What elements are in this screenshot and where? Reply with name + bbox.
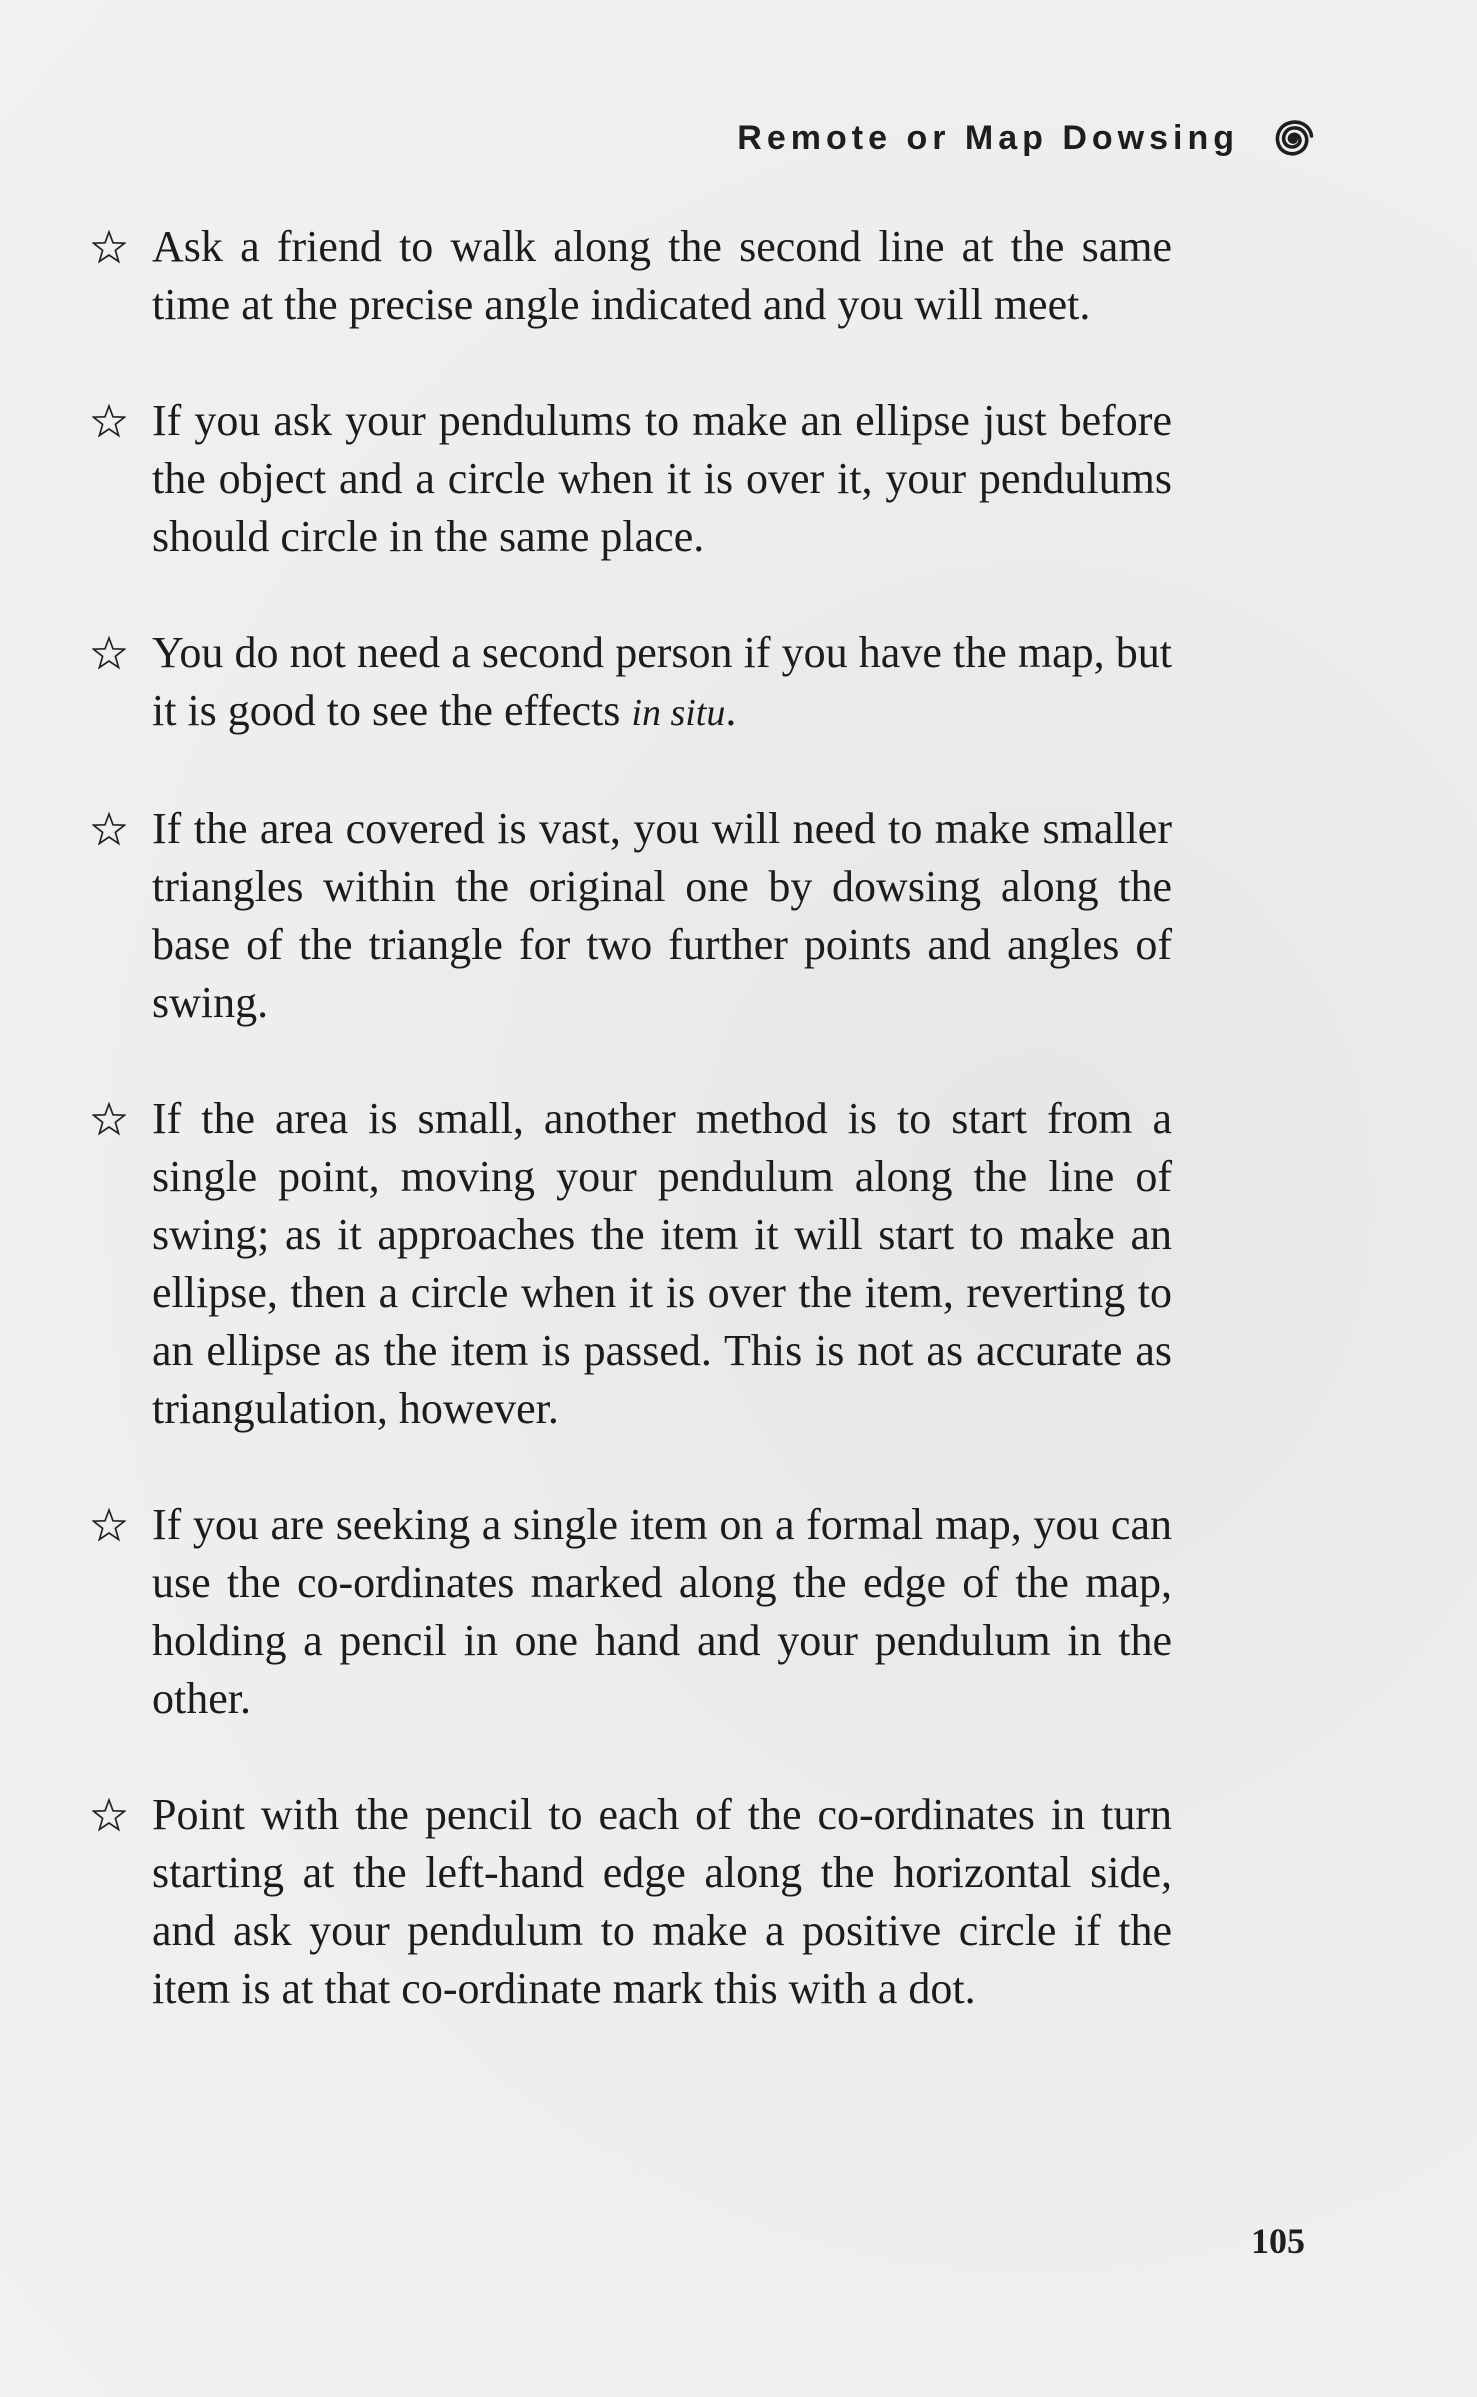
star-outline-icon — [92, 812, 126, 846]
bullet-text: Ask a friend to walk along the second line at the same time at the precise angle indicated and you will meet. — [152, 222, 1172, 329]
list-item — [92, 392, 1172, 566]
star-outline-icon — [92, 404, 126, 438]
star-outline-icon — [92, 1102, 126, 1136]
list-item — [92, 624, 1172, 742]
star-outline-icon — [92, 230, 126, 264]
bullet-text: If you ask your pendulums to make an ellipse just before the object and a circle when it is over it, your pendulums should circle in the same place. — [152, 396, 1172, 561]
page-number: 105 — [1251, 2221, 1305, 2261]
running-title: Remote or Map Dowsing — [737, 118, 1239, 157]
list-item — [92, 218, 1172, 334]
list-item — [92, 1786, 1172, 2018]
star-outline-icon — [92, 1798, 126, 1832]
italic-term: in situ — [631, 692, 726, 734]
list-item — [92, 1496, 1172, 1728]
bullet-text: If the area covered is vast, you will need to make smaller triangles within the original one by dowsing along the base of the triangle for two further points and angles of swing. — [152, 804, 1172, 1027]
bullet-text: If the area is small, another method is to start from a single point, moving your pendulum along the line of swing; as it approaches the item it will start to make an ellipse, then a circle when it is over the item, reverting to an ellipse as the item is passed. This is not as accurate as triangulation, however. — [152, 1094, 1172, 1433]
star-outline-icon — [92, 1508, 126, 1542]
bullet-text: Point with the pencil to each of the co-ordinates in turn starting at the left-hand edge along the horizontal side, and ask your pendulum to make a positive circle if the item is at that co-ordinate mark this with a dot. — [152, 1790, 1172, 2013]
spiral-icon — [1269, 114, 1317, 162]
bullet-text: If you are seeking a single item on a formal map, you can use the co-ordinates marked along the edge of the map, holding a pencil in one hand and your pendulum in the other. — [152, 1500, 1172, 1723]
bullet-list — [92, 218, 1172, 2076]
bullet-text-main: You do not need a second person if you have the map, but it is good to see the effects — [152, 628, 1172, 735]
bullet-text-punct: . — [725, 686, 737, 735]
star-outline-icon — [92, 636, 126, 670]
list-item — [92, 800, 1172, 1032]
list-item — [92, 1090, 1172, 1438]
running-head — [737, 108, 1317, 168]
bullet-text — [152, 628, 1172, 735]
